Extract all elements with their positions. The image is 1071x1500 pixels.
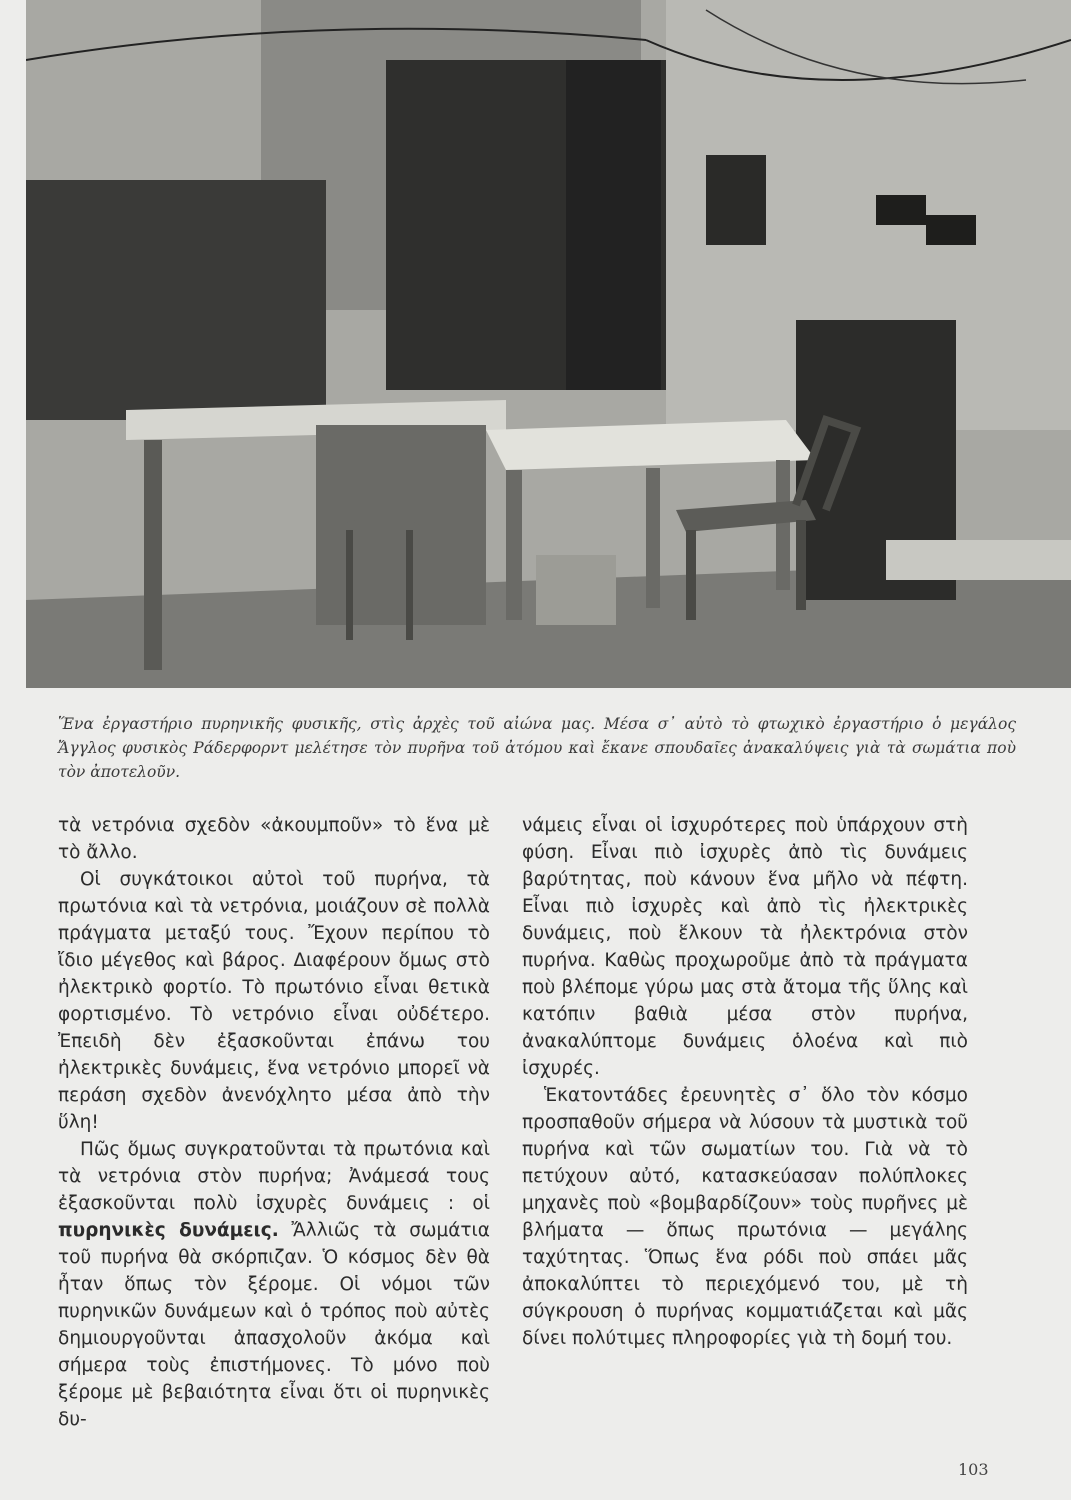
paragraph-text: Πῶς ὅμως συγκρατοῦνται τὰ πρωτόνια καὶ τὰ νετρόνια στὸν πυρήνα; Ἀνάμεσά τους ἐξασκοῦνται πολὺ ἰσχυρὲς δυνάμεις : οἱ (58, 1139, 490, 1214)
paragraph-text: Ἄλλιῶς τὰ σωμάτια τοῦ πυρήνα θὰ σκόρπιζαν. Ὁ κόσμος δὲν θὰ ἦταν ὅπως τὸν ξέρομε. Οἱ νόμοι τῶν πυρηνικῶν δυνάμεων καὶ ὁ τρόπος ποὺ αὐτὲς δημιουργοῦνται ἀπασχολοῦν ἀκόμα καὶ σήμερα τοὺς ἐπιστήμονες. Τὸ μόνο ποὺ ξέρομε μὲ βεβαιότητα εἶναι ὅτι οἱ πυρηνικὲς δυ- (58, 1220, 490, 1430)
paragraph: Ἑκατοντάδες ἐρευνητὲς σ᾽ ὅλο τὸν κόσμο προσπαθοῦν σήμερα νὰ λύσουν τὰ μυστικὰ τοῦ πυρήνα καὶ τῶν σωματίων του. Γιὰ νὰ τὸ πετύχουν αὐτό, κατασκεύασαν πολύπλοκες μηχανὲς ποὺ «βομβαρδίζουν» τοὺς πυρῆνες μὲ βλήματα — ὅπως πρωτόνια — μεγάλης ταχύτητας. Ὅπως ἕνα ρόδι ποὺ σπάει μᾶς ἀποκαλύπτει τὸ περιεχόμενό του, μὲ τὴ σύγκρουση ὁ πυρήνας κομματιάζεται καὶ μᾶς δίνει πολύτιμες πληροφορίες γιὰ τὴ δομή του. (522, 1085, 968, 1349)
photo-caption (58, 712, 1016, 784)
laboratory-illustration (26, 0, 1071, 688)
caption-text: Ἕνα ἐργαστήριο πυρηνικῆς φυσικῆς, στὶς ἀρχὲς τοῦ αἰώνα μας. Μέσα σ᾽ αὐτὸ τὸ φτωχικὸ ἐργαστήριο ὁ μεγάλος Ἄγγλος φυσικὸς Ράδερφορντ μελέτησε τὸν πυρῆνα τοῦ ἀτόμου καὶ ἔκανε σπουδαῖες ἀνακαλύψεις γιὰ τὰ σωμάτια ποὺ τὸν ἀποτελοῦν. (58, 715, 1016, 781)
laboratory-photo (26, 0, 1071, 688)
paragraph: τὰ νετρόνια σχεδὸν «ἀκουμποῦν» τὸ ἕνα μὲ τὸ ἄλλο. (58, 815, 490, 863)
page-number: 103 (958, 1460, 989, 1479)
bold-term: πυρηνικὲς δυνάμεις. (58, 1220, 279, 1241)
paragraph (58, 1136, 490, 1433)
paragraph: Οἱ συγκάτοικοι αὐτοὶ τοῦ πυρήνα, τὰ πρωτόνια καὶ τὰ νετρόνια, μοιάζουν σὲ πολλὰ πράγματα μεταξύ τους. Ἔχουν περίπου τὸ ἴδιο μέγεθος καὶ βάρος. Διαφέρουν ὅμως στὸ ἠλεκτρικὸ φορτίο. Τὸ πρωτόνιο εἶναι θετικὰ φορτισμένο. Τὸ νετρόνιο εἶναι οὐδέτερο. Ἐπειδὴ δὲν ἐξασκοῦνται ἐπάνω του ἠλεκτρικὲς δυνάμεις, ἕνα νετρόνιο μπορεῖ νὰ περάση σχεδὸν ἀνενόχλητο μέσα ἀπὸ τὴν ὕλη! (58, 869, 490, 1133)
paragraph: νάμεις εἶναι οἱ ἰσχυρότερες ποὺ ὑπάρχουν στὴ φύση. Εἶναι πιὸ ἰσχυρὲς ἀπὸ τὶς δυνάμεις βαρύτητας, ποὺ κάνουν ἕνα μῆλο νὰ πέφτη. Εἶναι πιὸ ἰσχυρὲς καὶ ἀπὸ τὶς ἠλεκτρικὲς δυνάμεις, ποὺ ἕλκουν τὰ ἠλεκτρόνια στὸν πυρήνα. Καθὼς προχωροῦμε ἀπὸ τὰ πράγματα ποὺ βλέπομε γύρω μας στὰ ἄτομα τῆς ὕλης καὶ κατόπιν βαθιὰ μέσα στὸν πυρήνα, ἀνακαλύπτομε δυνάμεις ὁλοένα καὶ πιὸ ἰσχυρές. (522, 815, 968, 1079)
text-column-left (58, 812, 490, 1433)
text-column-right (522, 812, 968, 1352)
